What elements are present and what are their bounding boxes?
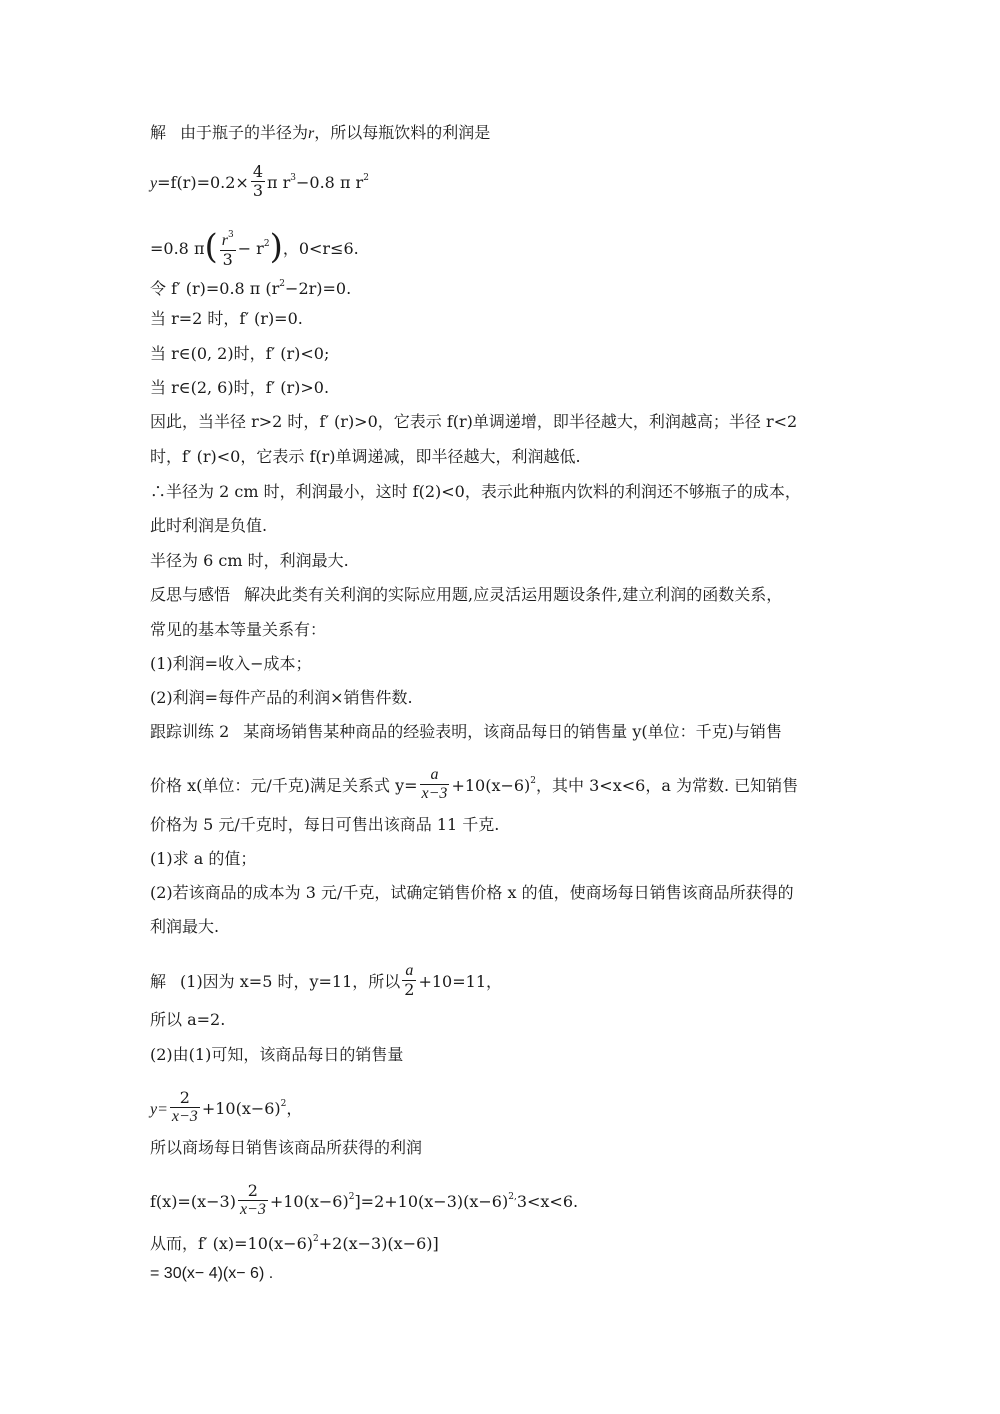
fraction: $\frac{a}{2}$ — [404, 962, 415, 999]
derivative-result: = 30(x− 4)(x− 6) . — [150, 1265, 274, 1282]
equation-profit: f(x)=(x−3) $\frac{2}{x-3}$ $+10(x-6)^2]=2+10(x-3)(x-6)^{2,}3<x<6$. — [150, 1181, 579, 1218]
case-line: 当 r∈(0, 2)时，f′ (r)<0; — [150, 344, 330, 363]
fraction: $\frac{a}{x-3}$ — [421, 766, 448, 802]
solution2-step1: 解 (1)因为 x=5 时，y=11，所以 $\frac{a}{2}$ +10=11， — [150, 962, 503, 999]
equation-sales: y= $\frac{2}{x-3}$ $+10(x-6)^2$， — [150, 1088, 303, 1125]
solution2-result: 所以 a=2. — [150, 1010, 226, 1029]
case-line: 当 r=2 时，f′ (r)=0. — [150, 309, 303, 328]
fraction: $\frac{2}{x-3}$ — [239, 1181, 266, 1218]
fraction: $\frac{2}{x-3}$ — [171, 1088, 198, 1125]
conclusion-line: 时，f′ (r)<0，它表示 f(r)单调递减，即半径越大，利润越低. — [150, 447, 581, 466]
reflection-item: (1)利润=收入−成本； — [150, 654, 312, 673]
fraction: $\frac{4}{3}$ — [252, 162, 264, 200]
conclusion-line: 因此，当半径 r>2 时，f′ (r)>0，它表示 f(r)单调递增，即半径越大，利润越高；半径 r<2 — [150, 412, 798, 431]
exercise-line: 价格为 5 元/千克时，每日可售出该商品 11 千克. — [150, 815, 500, 834]
profit-intro: 所以商场每日销售该商品所获得的利润 — [150, 1138, 423, 1157]
solution-label: 解 — [150, 972, 167, 991]
question-1: (1)求 a 的值； — [150, 849, 257, 868]
reflection-label: 反思与感悟 — [150, 585, 231, 604]
exercise-formula-line: 价格 x(单位：元/千克)满足关系式 y= $\frac{a}{x-3}$ $+10(x-6)^2$，其中 3<x<6，a 为常数. 已知销售 — [150, 766, 799, 802]
case-line: 当 r∈(2, 6)时，f′ (r)>0. — [150, 378, 330, 397]
question-2: (2)若该商品的成本为 3 元/千克，试确定销售价格 x 的值，使商场每日销售该商品所获得的 — [150, 883, 794, 902]
reflection-line: 常见的基本等量关系有： — [150, 620, 327, 639]
conclusion-line: 此时利润是负值. — [150, 516, 268, 535]
conclusion-line: ∴半径为 2 cm 时，利润最小，这时 f(2)<0，表示此种瓶内饮料的利润还不够瓶子的成本， — [150, 482, 801, 501]
question-2-cont: 利润最大. — [150, 917, 220, 936]
solution-intro: 解 由于瓶子的半径为r，所以每瓶饮料的利润是 — [150, 123, 491, 142]
solution2-step2: (2)由(1)可知，该商品每日的销售量 — [150, 1045, 404, 1064]
exercise-line: 跟踪训练 2 某商场销售某种商品的经验表明，该商品每日的销售量 y(单位：千克)与销售 — [150, 722, 782, 741]
equation-derivative: 令 f′ (r)=0.8 π $(r^2-2r)=0$. — [150, 279, 352, 298]
reflection-item: (2)利润=每件产品的利润×销售件数. — [150, 688, 413, 707]
conclusion-line: 半径为 6 cm 时，利润最大. — [150, 551, 349, 570]
equation-simplified: =0.8 π( $\frac{r^3}{3}$ − $r^2$)，0<r≤6. — [150, 226, 359, 269]
solution-label: 解 — [150, 123, 167, 142]
exercise-label: 跟踪训练 2 — [150, 722, 230, 741]
equation-derivative-2: 从而，f′ $(x)=10(x-6)^2+2(x-3)(x-6)$] — [150, 1234, 439, 1253]
fraction: $\frac{r^3}{3}$ — [220, 226, 236, 269]
reflection-line: 反思与感悟 解决此类有关利润的实际应用题,应灵活运用题设条件,建立利润的函数关系， — [150, 585, 783, 604]
equation-profit-function: y=f(r)=0.2× $\frac{4}{3}$ π $r^3-0.8$ π $r^2$ — [150, 162, 369, 200]
